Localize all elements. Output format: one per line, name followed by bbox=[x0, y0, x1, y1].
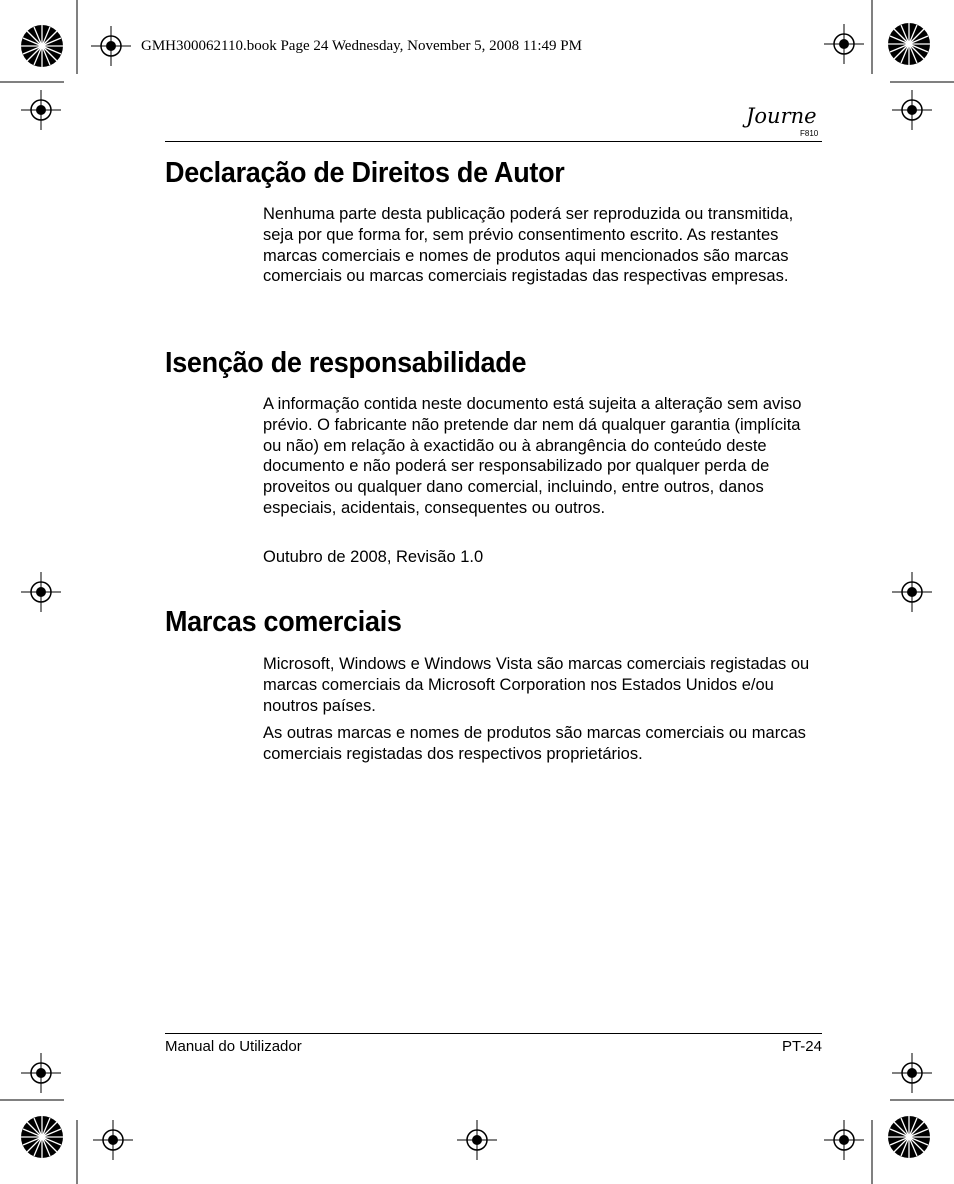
star-target-icon bbox=[887, 1115, 931, 1159]
registration-target-icon bbox=[457, 1120, 497, 1160]
star-target-icon bbox=[887, 22, 931, 66]
print-header: GMH300062110.book Page 24 Wednesday, November 5, 2008 11:49 PM bbox=[141, 38, 582, 54]
footer-manual-title: Manual do Utilizador bbox=[165, 1038, 302, 1055]
copyright-paragraph: Nenhuma parte desta publicação poderá ser reproduzida ou transmitida, seja por que forma for, sem prévio consentimento escrito. As restantes marcas comerciais e nomes de produtos aqui mencionados são marcas comerciais ou marcas comerciais registadas das respectivas empresas. bbox=[263, 205, 794, 286]
logo-script: Journe bbox=[746, 104, 817, 128]
registration-target-icon bbox=[892, 90, 932, 130]
registration-target-icon bbox=[21, 90, 61, 130]
star-target-icon bbox=[20, 1115, 64, 1159]
section-heading-disclaimer: Isenção de responsabilidade bbox=[165, 347, 527, 379]
revision-note: Outubro de 2008, Revisão 1.0 bbox=[263, 548, 484, 566]
disclaimer-paragraph: A informação contida neste documento está sujeita a alteração sem aviso prévio. O fabricante não pretende dar nem dá qualquer garantia (implícita ou não) em relação à exactidão ou à abrangência do conteúdo deste documento e não poderá ser responsabilizado por qualquer perda de proveitos ou qualquer dano comercial, incluindo, entre outros, danos especiais, acidentais, consequentes ou outros. bbox=[263, 395, 802, 517]
trademarks-paragraph: Microsoft, Windows e Windows Vista são marcas comerciais registadas ou marcas comerciais da Microsoft Corporation nos Estados Unidos e/ou noutros países. bbox=[263, 655, 810, 715]
registration-target-icon bbox=[892, 1053, 932, 1093]
registration-target-icon bbox=[824, 1120, 864, 1160]
footer-rule bbox=[165, 1033, 822, 1034]
registration-target-icon bbox=[21, 572, 61, 612]
registration-target-icon bbox=[93, 1120, 133, 1160]
section-heading-copyright: Declaração de Direitos de Autor bbox=[165, 157, 565, 189]
section-heading-trademarks: Marcas comerciais bbox=[165, 606, 402, 638]
page-number: PT-24 bbox=[781, 1038, 822, 1055]
registration-target-icon bbox=[824, 24, 864, 64]
registration-target-icon bbox=[21, 1053, 61, 1093]
header-rule bbox=[165, 141, 822, 142]
registration-target-icon bbox=[892, 572, 932, 612]
other-trademarks-paragraph: As outras marcas e nomes de produtos são marcas comerciais ou marcas comerciais registadas dos respectivos proprietários. bbox=[263, 724, 806, 763]
logo-model: F810 bbox=[800, 129, 819, 138]
registration-target-icon bbox=[91, 26, 131, 66]
star-target-icon bbox=[20, 24, 64, 68]
